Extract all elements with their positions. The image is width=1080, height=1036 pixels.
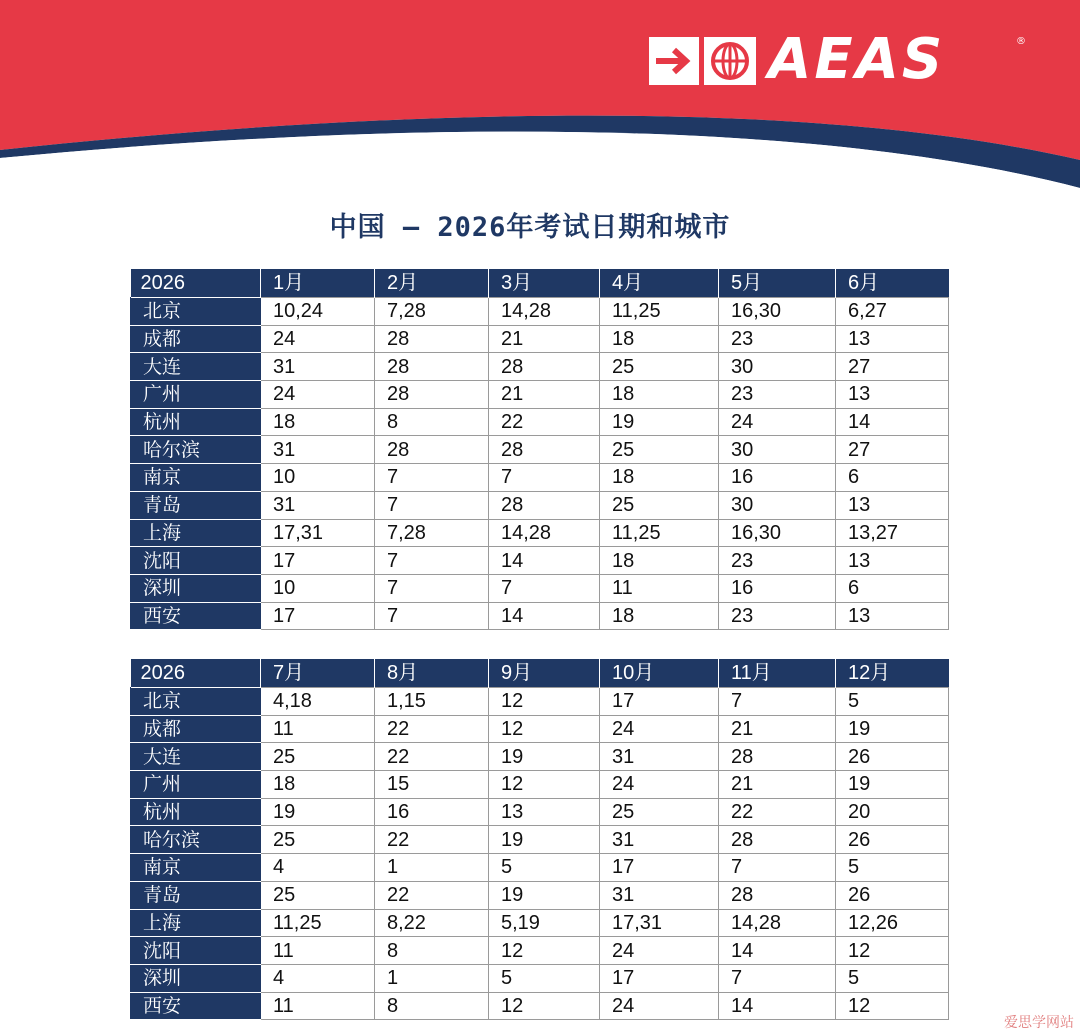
- month-header: 4月: [600, 269, 719, 298]
- date-cell: 22: [375, 743, 489, 771]
- date-cell: 18: [600, 325, 719, 353]
- city-label: 沈阳: [131, 547, 261, 575]
- city-label: 大连: [131, 743, 261, 771]
- table-row: [131, 881, 949, 909]
- date-cell: 5,19: [489, 909, 600, 937]
- date-cell: 25: [600, 798, 719, 826]
- date-cell: 28: [489, 353, 600, 381]
- date-cell: 11: [261, 937, 375, 965]
- date-cell: 7: [375, 574, 489, 602]
- table-row: [131, 798, 949, 826]
- date-cell: 17: [600, 964, 719, 992]
- date-cell: 13: [836, 547, 949, 575]
- date-cell: 11,25: [600, 298, 719, 326]
- date-cell: 22: [489, 408, 600, 436]
- date-cell: 8: [375, 992, 489, 1020]
- date-cell: 12: [489, 937, 600, 965]
- date-cell: 17,31: [600, 909, 719, 937]
- date-cell: 23: [719, 547, 836, 575]
- month-header: 11月: [719, 659, 836, 688]
- date-cell: 6: [836, 464, 949, 492]
- logo-wordmark: AEAS: [768, 27, 946, 92]
- date-cell: 11,25: [261, 909, 375, 937]
- table-row: [131, 408, 949, 436]
- date-cell: 21: [719, 771, 836, 799]
- month-header: 3月: [489, 269, 600, 298]
- table-row: [131, 602, 949, 630]
- date-cell: 7,28: [375, 298, 489, 326]
- city-label: 沈阳: [131, 937, 261, 965]
- table-row: [131, 436, 949, 464]
- date-cell: 7,28: [375, 519, 489, 547]
- date-cell: 28: [719, 826, 836, 854]
- date-cell: 26: [836, 826, 949, 854]
- date-cell: 5: [836, 688, 949, 716]
- date-cell: 25: [261, 826, 375, 854]
- date-cell: 14: [836, 408, 949, 436]
- date-cell: 7: [375, 491, 489, 519]
- date-cell: 16: [719, 574, 836, 602]
- city-label: 青岛: [131, 881, 261, 909]
- city-label: 哈尔滨: [131, 826, 261, 854]
- date-cell: 28: [719, 743, 836, 771]
- city-label: 深圳: [131, 964, 261, 992]
- table-row: [131, 381, 949, 409]
- table-row: [131, 325, 949, 353]
- date-cell: 31: [600, 826, 719, 854]
- month-header: 10月: [600, 659, 719, 688]
- date-cell: 24: [600, 715, 719, 743]
- date-cell: 13: [836, 325, 949, 353]
- date-cell: 12: [489, 688, 600, 716]
- date-cell: 23: [719, 381, 836, 409]
- city-label: 成都: [131, 715, 261, 743]
- table-row: [131, 519, 949, 547]
- date-cell: 12: [489, 715, 600, 743]
- date-cell: 13: [836, 381, 949, 409]
- date-cell: 14: [489, 602, 600, 630]
- table-row: [131, 771, 949, 799]
- month-header: 7月: [261, 659, 375, 688]
- date-cell: 7: [719, 854, 836, 882]
- date-cell: 30: [719, 436, 836, 464]
- date-cell: 21: [489, 381, 600, 409]
- date-cell: 22: [375, 715, 489, 743]
- month-header: 8月: [375, 659, 489, 688]
- city-label: 杭州: [131, 798, 261, 826]
- date-cell: 11: [261, 715, 375, 743]
- date-cell: 17: [600, 688, 719, 716]
- date-cell: 5: [489, 854, 600, 882]
- date-cell: 24: [261, 325, 375, 353]
- date-cell: 4: [261, 854, 375, 882]
- table-row: [131, 491, 949, 519]
- date-cell: 26: [836, 743, 949, 771]
- date-cell: 18: [261, 408, 375, 436]
- date-cell: 19: [489, 743, 600, 771]
- month-header: 6月: [836, 269, 949, 298]
- date-cell: 11: [600, 574, 719, 602]
- date-cell: 7: [489, 574, 600, 602]
- table-row: [131, 353, 949, 381]
- date-cell: 19: [261, 798, 375, 826]
- date-cell: 12: [489, 771, 600, 799]
- date-cell: 10: [261, 574, 375, 602]
- date-cell: 1,15: [375, 688, 489, 716]
- date-cell: 11,25: [600, 519, 719, 547]
- date-cell: 12,26: [836, 909, 949, 937]
- table-row: [131, 715, 949, 743]
- date-cell: 5: [836, 964, 949, 992]
- schedule-table-h1: [130, 269, 949, 630]
- schedule-table-h2: [130, 659, 949, 1020]
- date-cell: 24: [600, 937, 719, 965]
- city-label: 西安: [131, 602, 261, 630]
- date-cell: 28: [375, 325, 489, 353]
- date-cell: 7: [489, 464, 600, 492]
- date-cell: 19: [836, 715, 949, 743]
- table-row: [131, 909, 949, 937]
- date-cell: 25: [261, 743, 375, 771]
- page-title: 中国 – 2026年考试日期和城市: [329, 212, 731, 243]
- city-label: 杭州: [131, 408, 261, 436]
- city-label: 西安: [131, 992, 261, 1020]
- date-cell: 5: [836, 854, 949, 882]
- city-label: 北京: [131, 688, 261, 716]
- date-cell: 6,27: [836, 298, 949, 326]
- table-row: [131, 688, 949, 716]
- date-cell: 18: [600, 547, 719, 575]
- city-label: 广州: [131, 771, 261, 799]
- date-cell: 14,28: [719, 909, 836, 937]
- date-cell: 11: [261, 992, 375, 1020]
- city-label: 南京: [131, 854, 261, 882]
- date-cell: 23: [719, 325, 836, 353]
- date-cell: 10: [261, 464, 375, 492]
- date-cell: 16: [719, 464, 836, 492]
- date-cell: 4,18: [261, 688, 375, 716]
- date-cell: 12: [836, 992, 949, 1020]
- date-cell: 27: [836, 353, 949, 381]
- table-row: [131, 826, 949, 854]
- date-cell: 19: [489, 826, 600, 854]
- date-cell: 13: [836, 602, 949, 630]
- date-cell: 19: [600, 408, 719, 436]
- date-cell: 12: [489, 992, 600, 1020]
- date-cell: 31: [600, 743, 719, 771]
- month-header: 1月: [261, 269, 375, 298]
- table-row: [131, 464, 949, 492]
- date-cell: 7: [719, 964, 836, 992]
- date-cell: 31: [600, 881, 719, 909]
- date-cell: 31: [261, 436, 375, 464]
- date-cell: 30: [719, 353, 836, 381]
- date-cell: 30: [719, 491, 836, 519]
- date-cell: 17: [261, 602, 375, 630]
- date-cell: 24: [600, 992, 719, 1020]
- date-cell: 25: [600, 491, 719, 519]
- date-cell: 7: [719, 688, 836, 716]
- date-cell: 16,30: [719, 519, 836, 547]
- date-cell: 13: [489, 798, 600, 826]
- date-cell: 7: [375, 602, 489, 630]
- date-cell: 23: [719, 602, 836, 630]
- date-cell: 26: [836, 881, 949, 909]
- city-label: 广州: [131, 381, 261, 409]
- date-cell: 14: [489, 547, 600, 575]
- date-cell: 19: [836, 771, 949, 799]
- month-header: 12月: [836, 659, 949, 688]
- date-cell: 12: [836, 937, 949, 965]
- date-cell: 13: [836, 491, 949, 519]
- date-cell: 14: [719, 992, 836, 1020]
- date-cell: 14,28: [489, 519, 600, 547]
- date-cell: 14,28: [489, 298, 600, 326]
- date-cell: 22: [375, 881, 489, 909]
- date-cell: 28: [375, 436, 489, 464]
- date-cell: 31: [261, 353, 375, 381]
- table-row: [131, 743, 949, 771]
- date-cell: 21: [719, 715, 836, 743]
- table-row: [131, 992, 949, 1020]
- city-label: 大连: [131, 353, 261, 381]
- date-cell: 25: [600, 436, 719, 464]
- date-cell: 31: [261, 491, 375, 519]
- city-label: 哈尔滨: [131, 436, 261, 464]
- date-cell: 18: [600, 381, 719, 409]
- month-header: 2月: [375, 269, 489, 298]
- city-label: 成都: [131, 325, 261, 353]
- date-cell: 21: [489, 325, 600, 353]
- table-row: [131, 937, 949, 965]
- date-cell: 22: [719, 798, 836, 826]
- month-header: 5月: [719, 269, 836, 298]
- date-cell: 24: [600, 771, 719, 799]
- date-cell: 8,22: [375, 909, 489, 937]
- table-row: [131, 547, 949, 575]
- date-cell: 14: [719, 937, 836, 965]
- city-label: 上海: [131, 519, 261, 547]
- city-label: 上海: [131, 909, 261, 937]
- date-cell: 13,27: [836, 519, 949, 547]
- table-row: [131, 574, 949, 602]
- date-cell: 6: [836, 574, 949, 602]
- date-cell: 20: [836, 798, 949, 826]
- date-cell: 24: [261, 381, 375, 409]
- year-header: 2026: [131, 269, 261, 298]
- date-cell: 18: [600, 464, 719, 492]
- table-header-row: [131, 269, 949, 298]
- date-cell: 25: [600, 353, 719, 381]
- date-cell: 4: [261, 964, 375, 992]
- table-row: [131, 298, 949, 326]
- date-cell: 7: [375, 547, 489, 575]
- table-header-row: [131, 659, 949, 688]
- city-label: 南京: [131, 464, 261, 492]
- date-cell: 16: [375, 798, 489, 826]
- date-cell: 24: [719, 408, 836, 436]
- arrow-globe-icon: [648, 36, 760, 86]
- date-cell: 28: [719, 881, 836, 909]
- date-cell: 5: [489, 964, 600, 992]
- date-cell: 28: [375, 381, 489, 409]
- date-cell: 18: [261, 771, 375, 799]
- date-cell: 17,31: [261, 519, 375, 547]
- date-cell: 1: [375, 964, 489, 992]
- date-cell: 28: [375, 353, 489, 381]
- date-cell: 1: [375, 854, 489, 882]
- date-cell: 8: [375, 937, 489, 965]
- date-cell: 18: [600, 602, 719, 630]
- date-cell: 7: [375, 464, 489, 492]
- date-cell: 27: [836, 436, 949, 464]
- table-row: [131, 964, 949, 992]
- aeas-logo: [648, 27, 1028, 92]
- watermark-text: 爱思学网站: [1004, 1015, 1074, 1031]
- registered-mark: ®: [1016, 36, 1026, 47]
- date-cell: 17: [600, 854, 719, 882]
- city-label: 北京: [131, 298, 261, 326]
- date-cell: 28: [489, 491, 600, 519]
- table-row: [131, 854, 949, 882]
- city-label: 深圳: [131, 574, 261, 602]
- date-cell: 19: [489, 881, 600, 909]
- date-cell: 17: [261, 547, 375, 575]
- year-header: 2026: [131, 659, 261, 688]
- date-cell: 16,30: [719, 298, 836, 326]
- city-label: 青岛: [131, 491, 261, 519]
- month-header: 9月: [489, 659, 600, 688]
- date-cell: 15: [375, 771, 489, 799]
- date-cell: 10,24: [261, 298, 375, 326]
- date-cell: 25: [261, 881, 375, 909]
- date-cell: 22: [375, 826, 489, 854]
- date-cell: 8: [375, 408, 489, 436]
- date-cell: 28: [489, 436, 600, 464]
